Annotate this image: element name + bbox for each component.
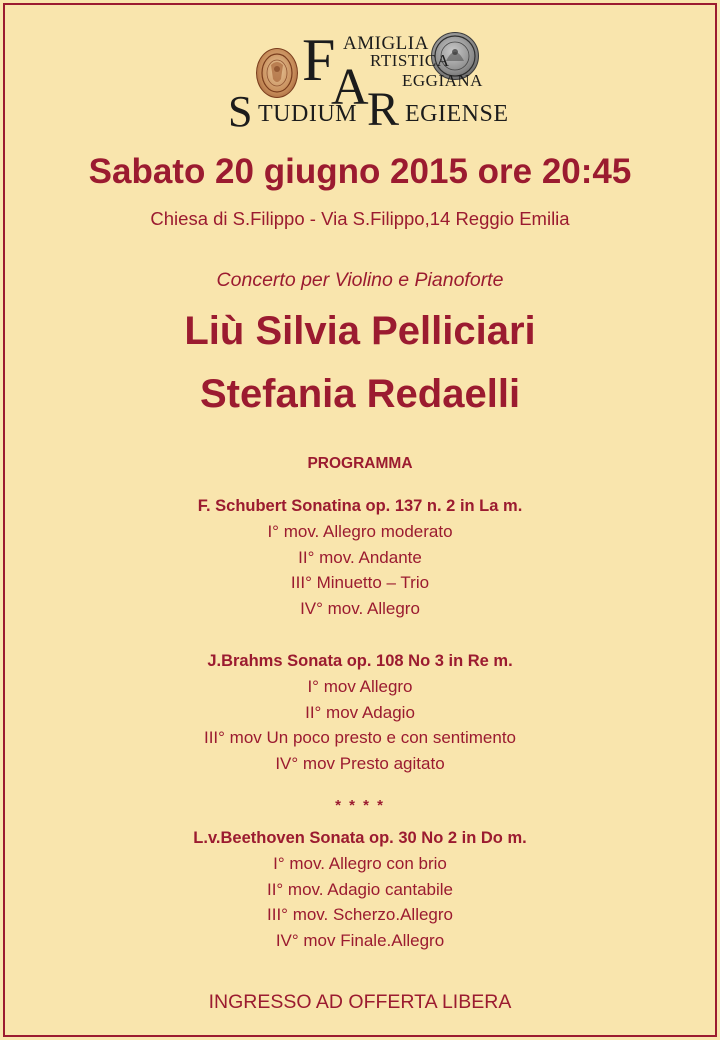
movement: IV° mov. Allegro	[300, 598, 420, 618]
movement: II° mov Adagio	[305, 702, 415, 722]
movement: III° mov. Scherzo.Allegro	[267, 905, 453, 924]
program-piece	[0, 649, 720, 776]
concert-type: Concerto per Violino e Pianoforte	[216, 269, 504, 291]
program-piece	[0, 826, 720, 953]
piece-title: J.Brahms Sonata op. 108 No 3 in Re m.	[207, 652, 513, 670]
movement: III° Minuetto – Trio	[290, 573, 430, 592]
movement: III° mov Un poco presto e con sentimento	[203, 728, 516, 747]
logo-word-studium: TUDIUM	[258, 101, 357, 127]
logo-word-regiense: EGIENSE	[405, 101, 509, 127]
logo-letter-f: F	[302, 27, 336, 93]
logo-word-reggiana: EGGIANA	[402, 71, 483, 90]
logo-letter-r: R	[367, 83, 400, 136]
entry-note: INGRESSO AD OFFERTA LIBERA	[208, 991, 512, 1013]
movement: I° mov. Allegro con brio	[273, 854, 447, 873]
piece-title: L.v.Beethoven Sonata op. 30 No 2 in Do m.	[193, 829, 527, 847]
movement: I° mov. Allegro moderato	[267, 522, 453, 541]
movement: IV° mov Finale.Allegro	[275, 930, 445, 950]
program-piece	[0, 494, 720, 621]
performer-name: Stefania Redaelli	[199, 372, 521, 416]
piece-title: F. Schubert Sonatina op. 137 n. 2 in La m.	[197, 497, 523, 515]
event-venue: Chiesa di S.Filippo - Via S.Filippo,14 Reggio Emilia	[150, 208, 570, 229]
logo-letter-a: A	[331, 59, 369, 116]
logo-letter-s: S	[228, 87, 253, 136]
movement: II° mov. Andante	[298, 547, 422, 567]
logo-word-famiglia: AMIGLIA	[343, 33, 429, 54]
movement: IV° mov Presto agitato	[275, 753, 445, 773]
movement: II° mov. Adagio cantabile	[266, 879, 454, 899]
program-heading: PROGRAMMA	[307, 455, 413, 472]
logo-word-artistica: RTISTICA	[370, 51, 450, 70]
performer-name: Liù Silvia Pelliciari	[184, 309, 536, 353]
studium-regiense-logo	[228, 26, 509, 136]
movement: I° mov Allegro	[307, 677, 413, 696]
intermission-separator: * * * *	[335, 797, 385, 814]
event-date-time: Sabato 20 giugno 2015 ore 20:45	[88, 152, 632, 191]
left-seal-emblem	[256, 48, 298, 98]
